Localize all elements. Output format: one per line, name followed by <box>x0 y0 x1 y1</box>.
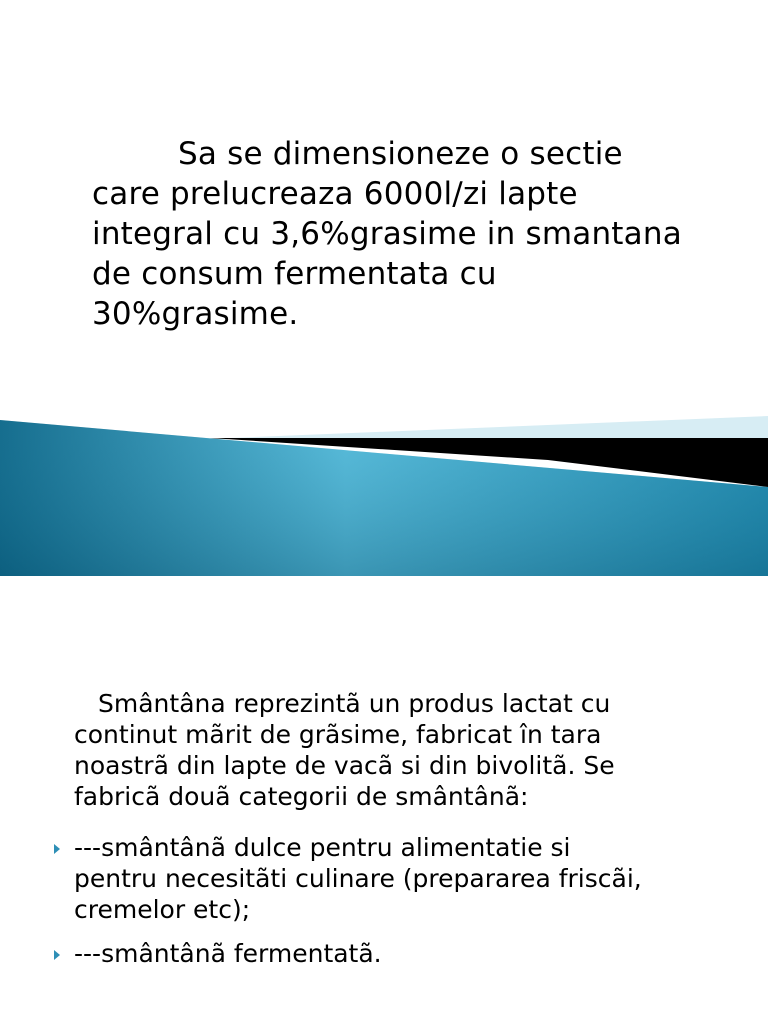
bullet-line: pentru necesitãti culinare (prepararea friscãi, <box>74 864 642 893</box>
title-line: care prelucreaza 6000l/zi lapte <box>92 176 578 212</box>
bullet-list <box>0 832 768 969</box>
decorative-band <box>0 400 768 576</box>
title-line: integral cu 3,6%grasime in smantana <box>92 216 682 252</box>
title-line: de consum fermentata cu <box>92 256 497 292</box>
paragraph-line: Smântâna reprezintã un produs lactat cu <box>98 689 611 718</box>
paragraph-line: fabricã douã categorii de smântânã: <box>74 782 529 811</box>
band-light-stripe <box>230 416 768 438</box>
triangle-bullet-icon <box>54 950 60 960</box>
slide-title-text <box>92 134 752 334</box>
triangle-bullet-icon <box>54 844 60 854</box>
slide-2 <box>0 576 768 1024</box>
title-line: Sa se dimensioneze o sectie <box>178 136 623 172</box>
bullet-line: cremelor etc); <box>74 895 251 924</box>
paragraph-line: noastrã din lapte de vacã si din bivolitã. Se <box>74 751 615 780</box>
bullet-item <box>0 832 768 925</box>
bullet-item <box>0 938 768 969</box>
bullet-line: ---smântânã fermentatã. <box>74 939 382 968</box>
title-line: 30%grasime. <box>92 296 299 332</box>
bullet-line: ---smântânã dulce pentru alimentatie si <box>74 833 571 862</box>
intro-paragraph <box>74 688 754 812</box>
paragraph-line: continut mãrit de grãsime, fabricat în tara <box>74 720 602 749</box>
